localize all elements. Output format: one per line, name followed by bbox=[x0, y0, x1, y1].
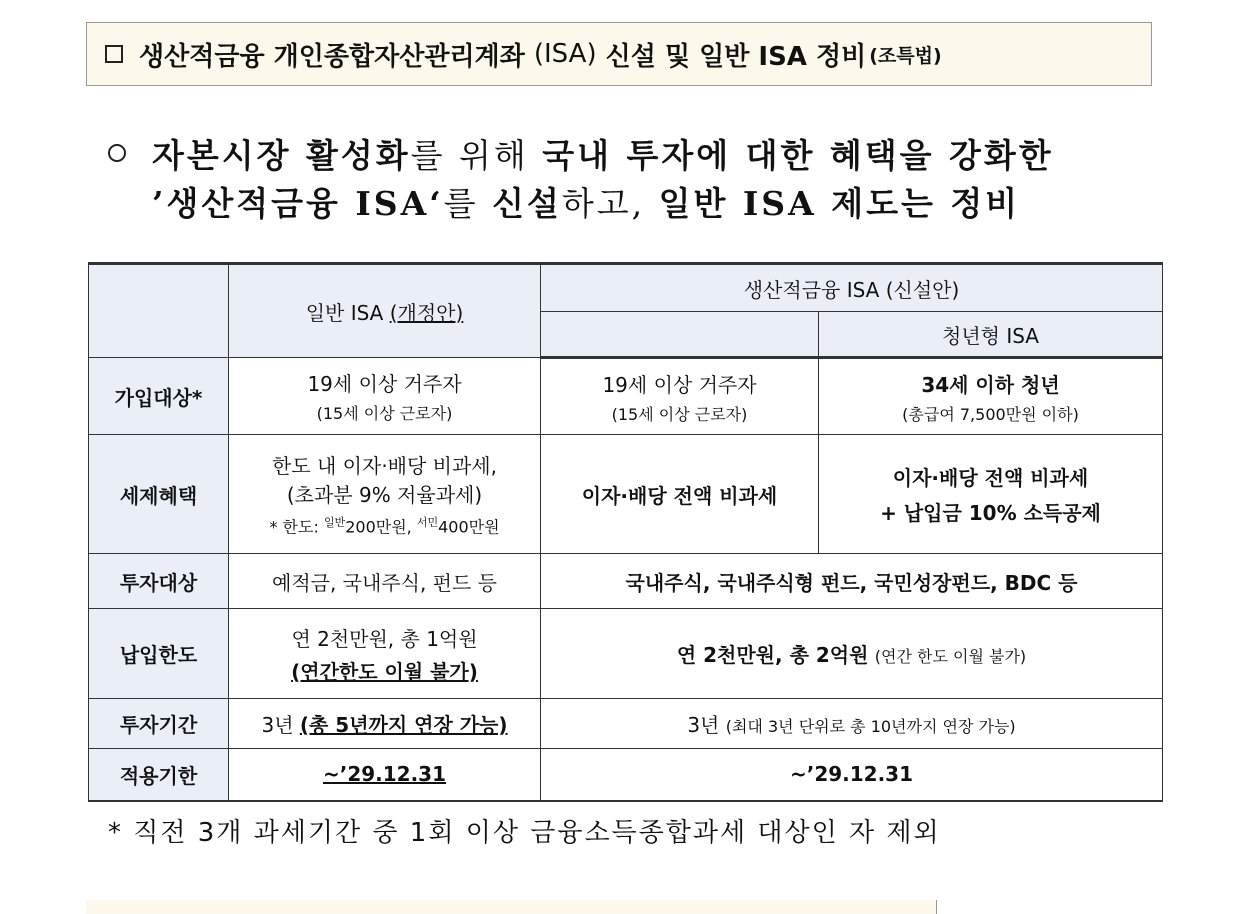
cell-general: 19세 이상 거주자 (15세 이상 근로자) bbox=[229, 358, 541, 435]
cell-productive: ~’29.12.31 bbox=[541, 749, 1163, 801]
cell-productive: 19세 이상 거주자 (15세 이상 근로자) bbox=[541, 358, 819, 435]
section-title bbox=[86, 22, 1152, 86]
checkbox-square-icon bbox=[105, 45, 123, 63]
row-label: 투자기간 bbox=[89, 699, 229, 749]
bullet-circle-icon bbox=[108, 144, 126, 162]
row-label: 세제혜택 bbox=[89, 435, 229, 554]
cell-general: ~’29.12.31 bbox=[229, 749, 541, 801]
footnote: * 직전 3개 과세기간 중 1회 이상 금융소득종합과세 대상인 자 제외 bbox=[108, 818, 941, 848]
cell-general: 한도 내 이자·배당 비과세, (초과분 9% 저율과세) * 한도: $^{일반}$200만원, $^{서민}$400만원 bbox=[229, 435, 541, 554]
row-label: 투자대상 bbox=[89, 554, 229, 609]
cell-youth: 이자·배당 전액 비과세 + 납입금 10% 소득공제 bbox=[819, 435, 1163, 554]
table-header-row bbox=[89, 264, 1163, 312]
header-productive-isa: 생산적금융 ISA (신설안) bbox=[541, 264, 1163, 312]
cell-general: 예적금, 국내주식, 펀드 등 bbox=[229, 554, 541, 609]
limit-note: * 한도: $^{일반}$200만원, $^{서민}$400만원 bbox=[269, 516, 500, 537]
cell-general: 연 2천만원, 총 1억원 (연간한도 이월 불가) bbox=[229, 609, 541, 699]
table-row bbox=[89, 609, 1163, 699]
corner-cell bbox=[89, 264, 229, 358]
next-section-box bbox=[86, 900, 937, 914]
lead-emphasis-2: 국내 투자에 대한 혜택을 강화한 bbox=[542, 136, 1054, 175]
lead-line-2 bbox=[152, 178, 1020, 225]
table-row bbox=[89, 358, 1163, 435]
header-productive-blank bbox=[541, 312, 819, 358]
row-label: 적용기한 bbox=[89, 749, 229, 801]
lead-line-1 bbox=[108, 130, 1054, 177]
comparison-table bbox=[88, 262, 1163, 802]
header-youth-isa: 청년형 ISA bbox=[819, 312, 1163, 358]
title-isa: (ISA) bbox=[533, 39, 597, 69]
cell-productive: 3년 (최대 3년 단위로 총 10년까지 연장 가능) bbox=[541, 699, 1163, 749]
lead-emphasis-4: 신설 bbox=[492, 184, 562, 223]
row-label: 가입대상* bbox=[89, 358, 229, 435]
lead-text-1: 를 위해 bbox=[410, 136, 543, 175]
lead-text-3: 하고, bbox=[561, 184, 659, 223]
cell-productive: 국내주식, 국내주식형 펀드, 국민성장펀드, BDC 등 bbox=[541, 554, 1163, 609]
cell-general: 3년 (총 5년까지 연장 가능) bbox=[229, 699, 541, 749]
table-row bbox=[89, 699, 1163, 749]
cell-productive: 연 2천만원, 총 2억원 (연간 한도 이월 불가) bbox=[541, 609, 1163, 699]
table-row bbox=[89, 749, 1163, 801]
table-row bbox=[89, 435, 1163, 554]
lead-text-2: 를 bbox=[443, 184, 493, 223]
cell-productive: 이자·배당 전액 비과세 bbox=[541, 435, 819, 554]
lead-emphasis-3: ’생산적금융 ISA‘ bbox=[152, 184, 444, 223]
header-general-amend: (개정안) bbox=[389, 300, 464, 325]
row-label: 납입한도 bbox=[89, 609, 229, 699]
title-main: 생산적금융 개인종합자산관리계좌 bbox=[139, 41, 525, 72]
title-rest: 신설 및 일반 ISA 정비 bbox=[605, 41, 867, 72]
lead-emphasis-5: 일반 ISA 제도는 정비 bbox=[658, 184, 1021, 223]
title-law: (조특법) bbox=[869, 44, 942, 67]
cell-youth: 34세 이하 청년 (총급여 7,500만원 이하) bbox=[819, 358, 1163, 435]
header-general-isa: 일반 ISA (개정안) bbox=[229, 264, 541, 358]
lead-emphasis-1: 자본시장 활성화 bbox=[152, 136, 411, 175]
table-row bbox=[89, 554, 1163, 609]
